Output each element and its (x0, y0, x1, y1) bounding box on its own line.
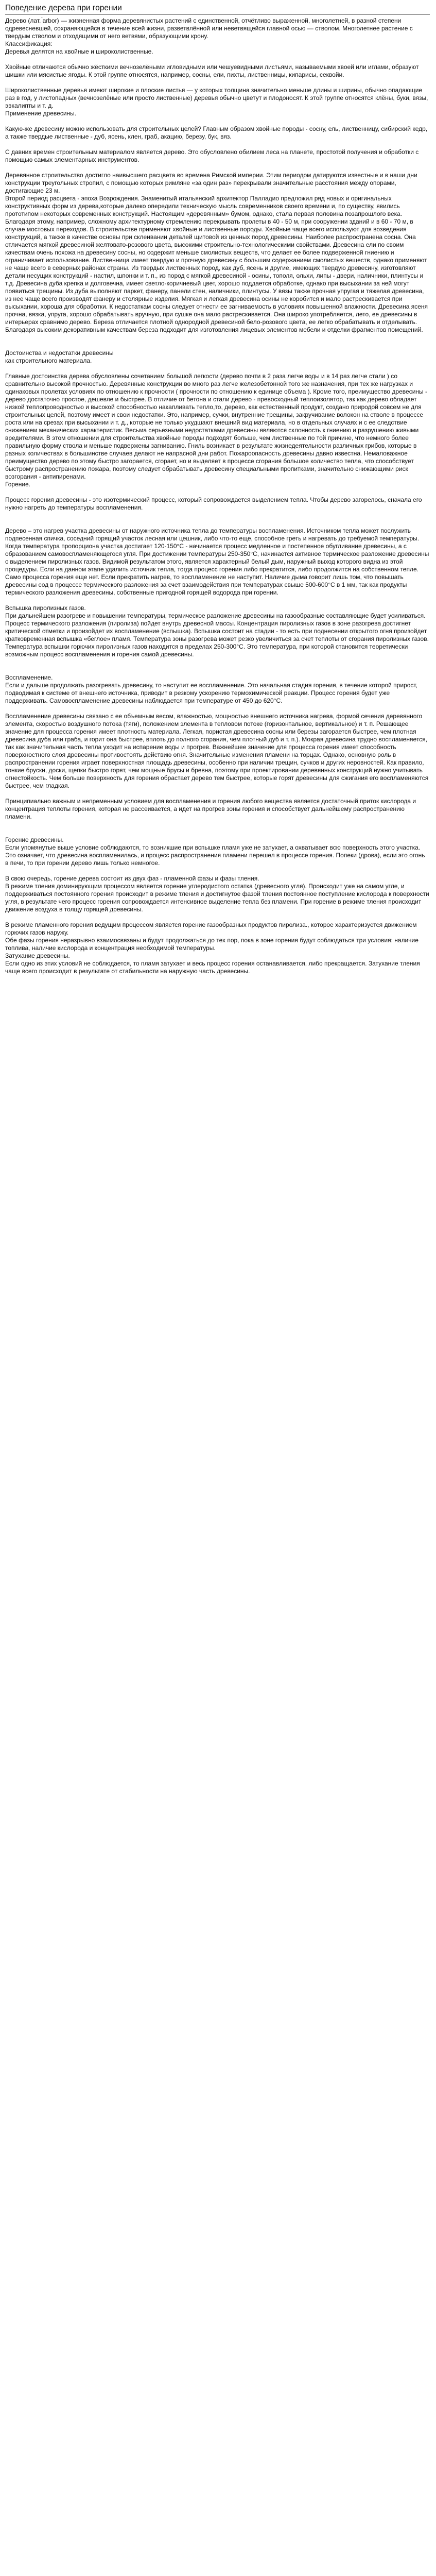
paragraph: как строительного материала. (5, 357, 92, 364)
paragraph (5, 658, 430, 666)
paragraph: Дерево (лат. ́arbor) — жизненная форма деревянистых растений с единственной, отчётливо выраженной, многолетней, в разной степени одревесневшей, сохраняющейся в течение всей жизни, разветвлённой или неветвящейся главной осью — стволом. Многолетнее растение с твердым стволом и отходящими от него ветвями, образующими крону. (5, 17, 415, 40)
paragraph: Вспышка пиролизных газов. (5, 604, 86, 612)
document-body (5, 17, 430, 975)
paragraph: Обе фазы горения неразрывно взаимосвязаны и будут продолжаться до тех пор, пока в зоне горения будут соблюдаться три условия: наличие топлива, наличие кислорода и концентрация необходимой температуры. (5, 937, 421, 952)
paragraph (5, 913, 430, 921)
paragraph (5, 790, 430, 798)
paragraph: Процесс горения древесины - это изотермический процесс, который сопровождается выделением тепла. Чтобы дерево загорелось, сначала его нужно нагреть до температуры воспламенения. (5, 496, 424, 511)
paragraph (5, 705, 430, 713)
paragraph: Дерево – это нагрев участка древесины от наружного источника тепла до температуры воспламенения. Источником тепла может послужить подпесенная спичка, соседний горящий участок лесная или цешник, либо что-то еще, способное греть и нагревать до требуемой температуры. Когда температура пропорциона участка достигает 120-150°C - начинается процесс медленное и постепенное обугливание древесины, а с образованием самовоспламеняющегося угля. При достижении температуры 250-350°C, начинается активное термическое разложение древесины с выделением пиролизных газов. Видимой результатом этого, является характерный белый дым, наружный выход которого видна из этой процедуры. Если на данном этапе удалить источник тепла, тогда процесс горения либо прекратится, либо продолжится на собственном тепле. Само процесса горения еще нет. Если прекратить нагрев, то воспламенение не наступит. Наличие дыма говорит лишь том, что повышать древесины сод в процессе термического разложения за счет взаимодействия при температурах свыше 500-600°C в 1 мм, так как продукты термического разложения древесины, собственные пригодной горящей водорода при горении. (5, 527, 431, 596)
paragraph (5, 512, 430, 519)
paragraph: Горение древесины. (5, 836, 64, 843)
paragraph: Воспламенение древесины связано с ее объемным весом, влажностью, мощностью внешнего источника нагрева, формой сечения деревянного элемента, скоростью воздушного потока (тяги), положением элемента в тепловом потоке (горизонтальное, вертикальное) и т. п. Решающее значение для процесса горения имеет плотность материала. Легкая, пористая древесина сосны или березы загорается быстрее, чем плотная древесина дуба или граба, и горит она быстрее, вплоть до полного сгорания, чем плотный дуб и т. п.). Мокрая древесина трудно воспламеняется, так как значительная часть тепла уходит на испарение воды и прогрев. Важнейшее значение для процесса горения имеет способность поверхностного слоя древесины противостоять действию огня. Значительные изменения пламени на торцах. Однако, основную роль в распространении горения играет поверхностная площадь древесины, особенно при наличии трещин, сучков и других неровностей. Как правило, тонкие бруски, доски, щепки быстро горят, чем мощные брусы и бревна, поэтому при проектировании деревянных конструкций нужно учитывать огнестойкость. Чем больше поверхность для горения обрастает дерево тем быстрее, которые горят древесины для сжигания его воспламеняются быстрее, чем гладкая. (5, 713, 430, 789)
paragraph: Главные достоинства дерева обусловлены сочетанием большой легкости (дерево почти в 2 раза легче воды и в 14 раз легче стали ) со сравнительно высокой прочностью. Деревянные конструкции во много раз легче железобетонной того же назначения, при тех же нагрузках и одинаковых пролетах условиях по отношению к прочности ( прочности по отношению к единице объема ). Кроме того, преимущество древесины - дерево достаточно простое, дешевле и быстрее. В отличие от бетона и стали дерево - превосходный теплоизолятор, так как дерево обладает низкой теплопроводностью и высокой способностью накапливать тепло,то, дерево, как естественный продукт, создано природой совсем не для строительных целей, поэтому имеет и свои недостатки. Это, например, сучки, внутренние трещины, закручивание волокон на стволе в процессе роста или на срезах при высыхании и т. д., которые не только ухудшают внешний вид материала, но в отдельных случаях и с ее следствие снижением механических характеристик. Весьма серьезными недостатками древесины являются склонность к гниению и разрушению живыми вредителями. В этом отношении для строительства хвойные породы подходят больше, чем лиственные по той причине, что немного более правильную форму ствола и меньше подвержены загниванию. Гниль возникает в результате жизнедеятельности различных грибов, которые в разных количествах в большинстве случаев делают не напрасной дни работ. Пожароопасность древесины давно известна. Немаловажное преимущество дерево по этому быстро загорается, сгорает, но и выделяет в процессе сгорания большое количество тепла, что способствует быстрому распространению пожара, поэтому следует обрабатывать древесину специальными пропитками, значительно снижающими риск возгорания - антипиренами. (5, 372, 429, 480)
paragraph: Достоинства и недостатки древесины (5, 349, 114, 357)
paragraph: Хвойные отличаются обычно жёсткими вечнозелёными игловидными или чешуевидными листьями, называемыми хвоей или иглами, образуют шишки или мясистые ягоды. К этой группе относятся, например, сосны, ели, пихты, лиственницы, кипарисы, секвойи. (5, 63, 421, 78)
paragraph (5, 666, 430, 674)
paragraph: С давних времен строительным материалом является дерево. Это обусловлено обилием леса на планете, простотой получения и обработки с помощью самых элементарных инструментов. (5, 148, 421, 163)
paragraph (5, 141, 430, 148)
paragraph: Широколиственные деревья имеют широкие и плоские листья — у которых толщина значительно меньше длины и ширины, обычно опадающие раз в год, у листопадных (вечнозелёные или просто лиственные) деревья обычно цветут и плодоносят. К этой группе относятся клёны, буки, вязы, эвкалипты и т. д. (5, 87, 430, 109)
paragraph: Если упомянутые выше условие соблюдаются, то возникшие при вспышке пламя уже не затухает, а охватывает всю поверхность этого участка. Это означает, что древесина воспламенилась, и процесс распространения пламени перешел в процессе горения. Попеки (дрова), если это огонь в печи, то при горении дерево лишь только немногое. (5, 844, 427, 867)
paragraph: Второй период расцвета - эпоха Возрождения. Знаменитый итальянский архитектор Палладио предложил ряд новых и оригинальных конструктивных форм из дерева,которые далеко опередили техническую мысль современников своего времени и, по существу, явились прототипом некоторых современных конструкций. Настоящим «деревянным» бумом, однако, стала первая половина позапрошлого века. Благодаря этому, например, сложному архитектурному стремлению перекрывать пролеты в 40 - 50 м, при сооружении зданий и в 60 - 70 м, в случае мостовых переходов. В строительстве применяют хвойные и лиственные породы. Хвойные чаще всего используют для возведения конструкций, а также в качестве основы при склеивании деталей щитовой из ценных пород древесины. Наиболее распространена сосна. Она отличается мягкой древесиной желтовато-розового цвета, высокими строительно-технологическими свойствами. Древесина ели по своим качествам очень похожа на древесину сосны, но содержит меньше смолистых веществ, что делает ее более подверженной гниению и ограничивает использование. Лиственница имеет твердую и прочную древесину с большим содержанием смолистых веществ, однако применяют не чаще всего в северных районах страны. Из твердых лиственных пород, как дуб, ясень и другие, имеющих твердую древесину, изготовляют детали несущих конструкций - настил, шпонки и т. п., из пород с мягкой древесиной - осины, тополя, ольхи, липы - двери, наличники, плинтусы и т.д. Древесина дуба крепка и долговечна, имеет светло-коричневый цвет, хорошо поддается обработке, однако при высыхании за ней могут появиться трещины. Из дуба выполняют паркет, фанеру, панели стен, наличники, плинтусы. У вязы также прочная упругая и тяжелая древесина, из нее чаще всего производят фанеру и столярные изделия. Мягкая и легкая древесина осины не коробится и мало растрескивается при высыхании, хороша для обработки. К недостаткам сосны следует отнести ее загниваемость в условиях повышенной влажности. Древесина ясеня прочна, вязка, упруга, хорошо обрабатывать вручную, при сушке она мало растрескивается. Она широко употребляется, лето, ее древесины в интерьерах сравнимо дерево. Береза отличается плотной однородной древесиной бело-розового цвета, ее легко обрабатывать и отделывать. Благодаря высоким декоративным качествам береза подходит для изготовления лицевых элементов мебели и отделки фрагментов помещений. (5, 195, 430, 333)
paragraph: Воспламенение. (5, 674, 53, 681)
paragraph (5, 117, 430, 125)
paragraph (5, 828, 430, 836)
paragraph (5, 334, 430, 342)
paragraph: Если и дальше продолжать разогревать древесину, то наступит ее воспламенение. Это начальная стадия горения, в течение которой прирост, подводимая к системе от внешнего источника, приводит в резкому ускорению термохимической реакции. Процесс горения будет уже поддерживать. Самовоспламенение древесины наблюдается при температуре от 450 до 620°C. (5, 682, 420, 704)
paragraph: В свою очередь, горение дерева состоит из двух фаз - пламенной фазы и фазы тления. (5, 875, 259, 882)
paragraph: При дальнейшем разогреве и повышении температуры, термическое разложение древесины на газообразные составляющие будет усиливаться. Процесс термического разложения (пиролиза) пойдет внутрь древесной массы. Концентрация пиролизных газов в зоне разогрева достигнет критической отметки и произойдет их воспламенение (вспышка). Вспышка состоит на стадии - то есть при поднесении открытого огня произойдет кратковременная вспышка «беглое» пламя. Температура зоны разогрева может резко увеличиться за счет теплоты от сгорания пиролизных газов. (5, 612, 429, 642)
paragraph: В режиме пламенного горения ведущим процессом является горение газообразных продуктов пиролиза., которое характеризуется движением горючих газов наружу. (5, 921, 418, 936)
paragraph (5, 821, 430, 828)
paragraph: Применение древесины. (5, 110, 77, 117)
paragraph (5, 79, 430, 87)
paragraph (5, 519, 430, 527)
paragraph: Деревянное строительство достигло наивысшего расцвета во времена Римской империи. Этим периодом датируются известные и в наши дни конструкции треугольных стропил, с помощью которых римляне «за один раз» перекрывали значительные расстояния между опорами, достигающие 23 м. (5, 172, 420, 194)
paragraph: Деревья делятся на хвойные и широколиственные. (5, 48, 153, 55)
paragraph: Классификация: (5, 40, 53, 47)
paragraph (5, 488, 430, 496)
paragraph: Горение. (5, 481, 31, 488)
paragraph (5, 342, 430, 349)
paragraph: Принципиально важным и непременным условием для воспламенения и горения любого вещества является достаточный приток кислорода и концентрация теплоты горения, которая не рассеивается, а идет на прогрев зоны горения и способствует дальнейшему распространению пламени. (5, 798, 418, 820)
paragraph (5, 164, 430, 172)
paragraph: Затухание древесины. (5, 952, 70, 959)
paragraph (5, 867, 430, 875)
page-title: Поведение дерева при горении (5, 4, 122, 12)
title-divider (5, 14, 430, 15)
paragraph (5, 597, 430, 604)
paragraph: Если одно из этих условий не соблюдается, то пламя затухает и весь процесс горения останавливается, либо прекращается. Затухание тления чаще всего происходит в результате от стабильности на наружную часть древесины. (5, 960, 422, 975)
paragraph: В режиме тления доминирующим процессом является горение углеродистого остатка (древесного угля). Происходит уже на самом угле, и поддерживаться постоянного горения происходит в режиме тления и достигнутое фазой тления постоянное поступление кислорода к поверхности угля, в результате чего процесс горения сопровождается интенсивное выделение тепла без пламени. При горение в режиме тления происходит движение воздуха в толщу горящей древесины. (5, 883, 431, 913)
paragraph (5, 365, 430, 372)
paragraph: Какую-же древесину можно использовать для строительных целей? Главным образом хвойные породы - сосну, ель, лиственницу, сибирский кедр, а также твердые лиственные - дуб, ясень, клен, граб, акацию, березу, бук, вяз. (5, 125, 429, 140)
paragraph: Температура вспышки горючих пиролизных газов находится в пределах 250-300°C. Это температура, при которой становится теоретически возможным процесс воспламенения и горения самой древесины. (5, 643, 410, 658)
paragraph (5, 56, 430, 63)
